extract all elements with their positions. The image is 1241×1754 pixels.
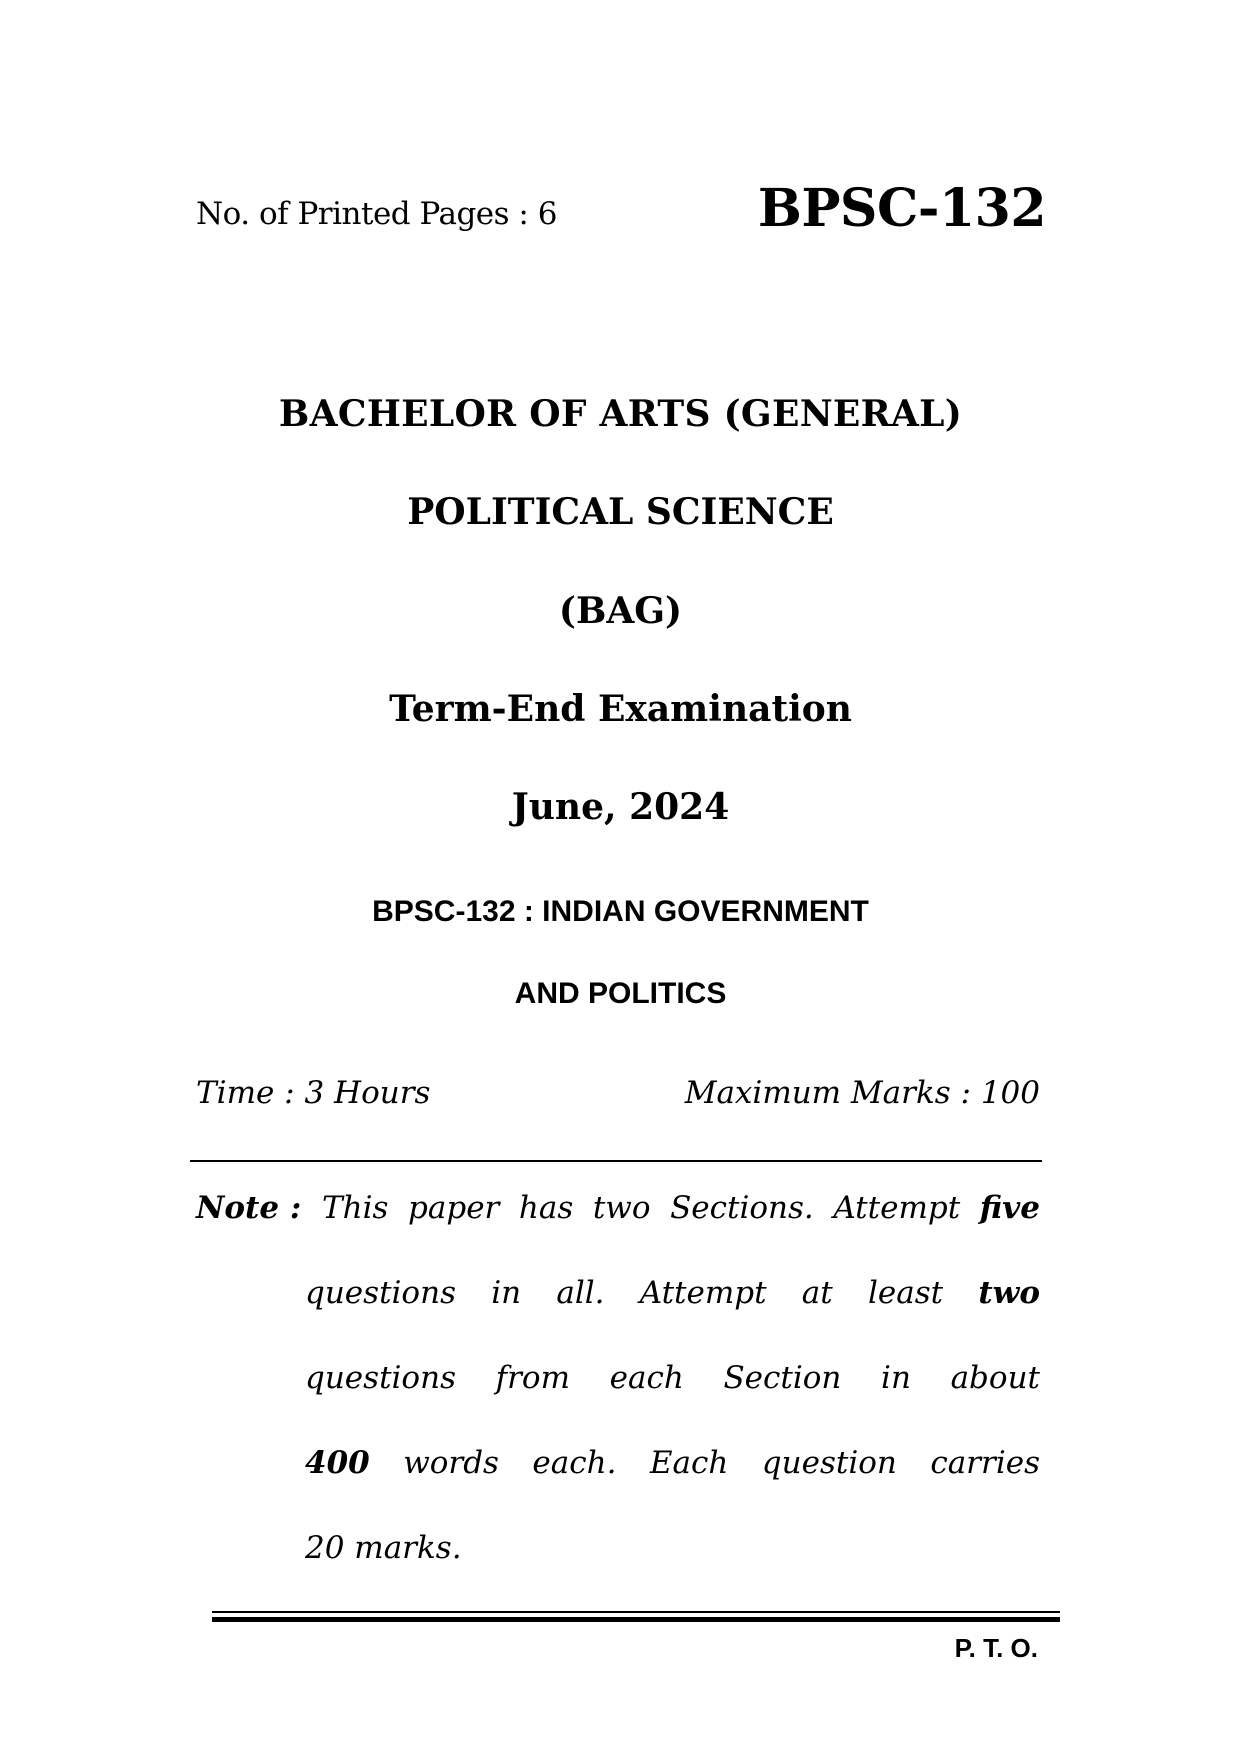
- printed-pages-count: No. of Printed Pages : 6: [196, 196, 557, 232]
- divider: [190, 1160, 1042, 1162]
- note-emphasis: 400: [305, 1445, 370, 1481]
- course-title-line-1: BPSC-132 : INDIAN GOVERNMENT: [372, 895, 869, 928]
- exam-session: June, 2024: [511, 786, 730, 828]
- maximum-marks: Maximum Marks : 100: [684, 1075, 1040, 1111]
- exam-title: Term-End Examination: [389, 688, 852, 730]
- please-turn-over: P. T. O.: [954, 1633, 1038, 1663]
- course-title-line-2: AND POLITICS: [514, 977, 727, 1010]
- note-line: [305, 1360, 1040, 1396]
- programme-abbreviation: (BAG): [558, 590, 683, 632]
- note-line: [322, 1190, 1040, 1226]
- programme-title: BACHELOR OF ARTS (GENERAL): [278, 393, 963, 435]
- footer-rule-thick: [212, 1617, 1060, 1622]
- note-text: This paper has two Sections. Attempt: [322, 1190, 961, 1226]
- note-text: questions from each Section in about: [305, 1360, 1040, 1396]
- note-text: 20 marks.: [305, 1530, 462, 1566]
- note-emphasis: five: [979, 1190, 1041, 1226]
- note-line: [305, 1275, 1040, 1311]
- subject-title: POLITICAL SCIENCE: [407, 491, 834, 533]
- footer-rule-thin: [212, 1611, 1060, 1613]
- exam-duration: Time : 3 Hours: [196, 1075, 431, 1111]
- note-text: questions in all. Attempt at least: [305, 1275, 944, 1311]
- note-label: Note :: [196, 1190, 302, 1226]
- paper-code: BPSC-132: [757, 178, 1046, 239]
- note-line: [305, 1445, 1040, 1481]
- note-emphasis: two: [978, 1275, 1041, 1311]
- note-line: [305, 1530, 1040, 1566]
- note-text: words each. Each question carries: [403, 1445, 1040, 1481]
